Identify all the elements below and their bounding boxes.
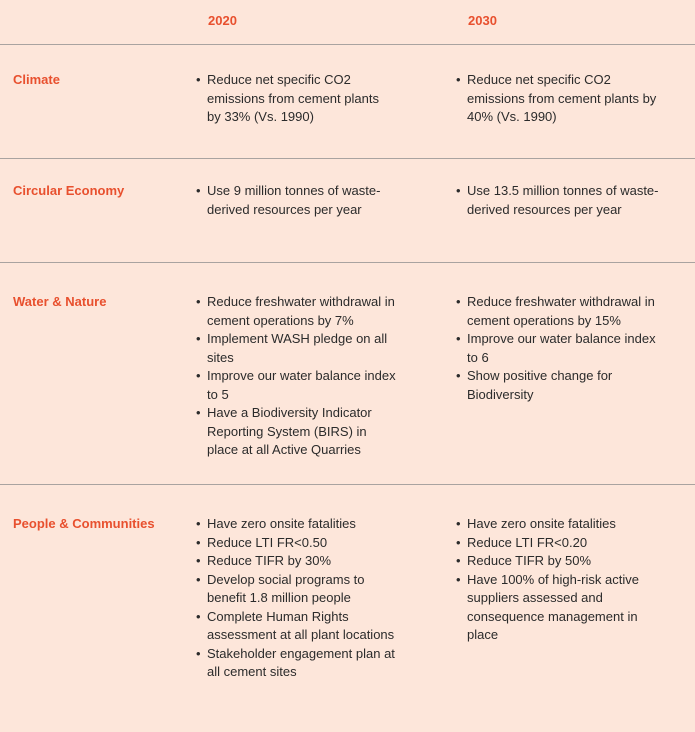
goal-item: • Develop social programs to benefit 1.8 million people bbox=[196, 571, 396, 608]
goal-item: • Complete Human Rights assessment at all plant locations bbox=[196, 608, 396, 645]
goal-item: • Improve our water balance index to 6 bbox=[456, 330, 661, 367]
goal-item: • Show positive change for Biodiversity bbox=[456, 367, 661, 404]
row-divider bbox=[0, 158, 695, 159]
goal-item: • Reduce TIFR by 50% bbox=[456, 552, 661, 571]
row-divider bbox=[0, 44, 695, 45]
goal-item: • Reduce LTI FR<0.50 bbox=[196, 534, 396, 553]
section-title: People & Communities bbox=[13, 516, 155, 531]
goals-2020-list bbox=[196, 293, 396, 460]
goal-item: • Reduce net specific CO2 emissions from cement plants by 33% (Vs. 1990) bbox=[196, 71, 396, 127]
goals-2030-list bbox=[456, 293, 661, 404]
goal-item: • Improve our water balance index to 5 bbox=[196, 367, 396, 404]
goal-item: • Have a Biodiversity Indicator Reporting System (BIRS) in place at all Active Quarries bbox=[196, 404, 396, 460]
goal-item: • Reduce LTI FR<0.20 bbox=[456, 534, 661, 553]
goals-2020-list bbox=[196, 515, 396, 682]
goals-2020-list bbox=[196, 182, 396, 219]
goals-2030-list bbox=[456, 71, 661, 127]
goal-item: • Use 13.5 million tonnes of waste-derived resources per year bbox=[456, 182, 661, 219]
goal-item: • Have zero onsite fatalities bbox=[196, 515, 396, 534]
goal-item: • Reduce TIFR by 30% bbox=[196, 552, 396, 571]
goal-item: • Reduce net specific CO2 emissions from cement plants by 40% (Vs. 1990) bbox=[456, 71, 661, 127]
goals-2030-list bbox=[456, 515, 661, 645]
goals-2020-list bbox=[196, 71, 396, 127]
column-header-2020: 2020 bbox=[208, 13, 237, 28]
section-title: Water & Nature bbox=[13, 294, 107, 309]
goal-item: • Reduce freshwater withdrawal in cement operations by 15% bbox=[456, 293, 661, 330]
section-title: Circular Economy bbox=[13, 183, 125, 198]
goal-item: • Use 9 million tonnes of waste-derived resources per year bbox=[196, 182, 396, 219]
goal-item: • Stakeholder engagement plan at all cement sites bbox=[196, 645, 396, 682]
row-divider bbox=[0, 262, 695, 263]
goal-item: • Implement WASH pledge on all sites bbox=[196, 330, 396, 367]
goal-item: • Reduce freshwater withdrawal in cement operations by 7% bbox=[196, 293, 396, 330]
goals-2030-list bbox=[456, 182, 661, 219]
goal-item: • Have zero onsite fatalities bbox=[456, 515, 661, 534]
section-title: Climate bbox=[13, 72, 60, 87]
table-header bbox=[0, 0, 695, 44]
row-divider bbox=[0, 484, 695, 485]
column-header-2030: 2030 bbox=[468, 13, 497, 28]
goal-item: • Have 100% of high-risk active suppliers assessed and consequence management in place bbox=[456, 571, 661, 645]
